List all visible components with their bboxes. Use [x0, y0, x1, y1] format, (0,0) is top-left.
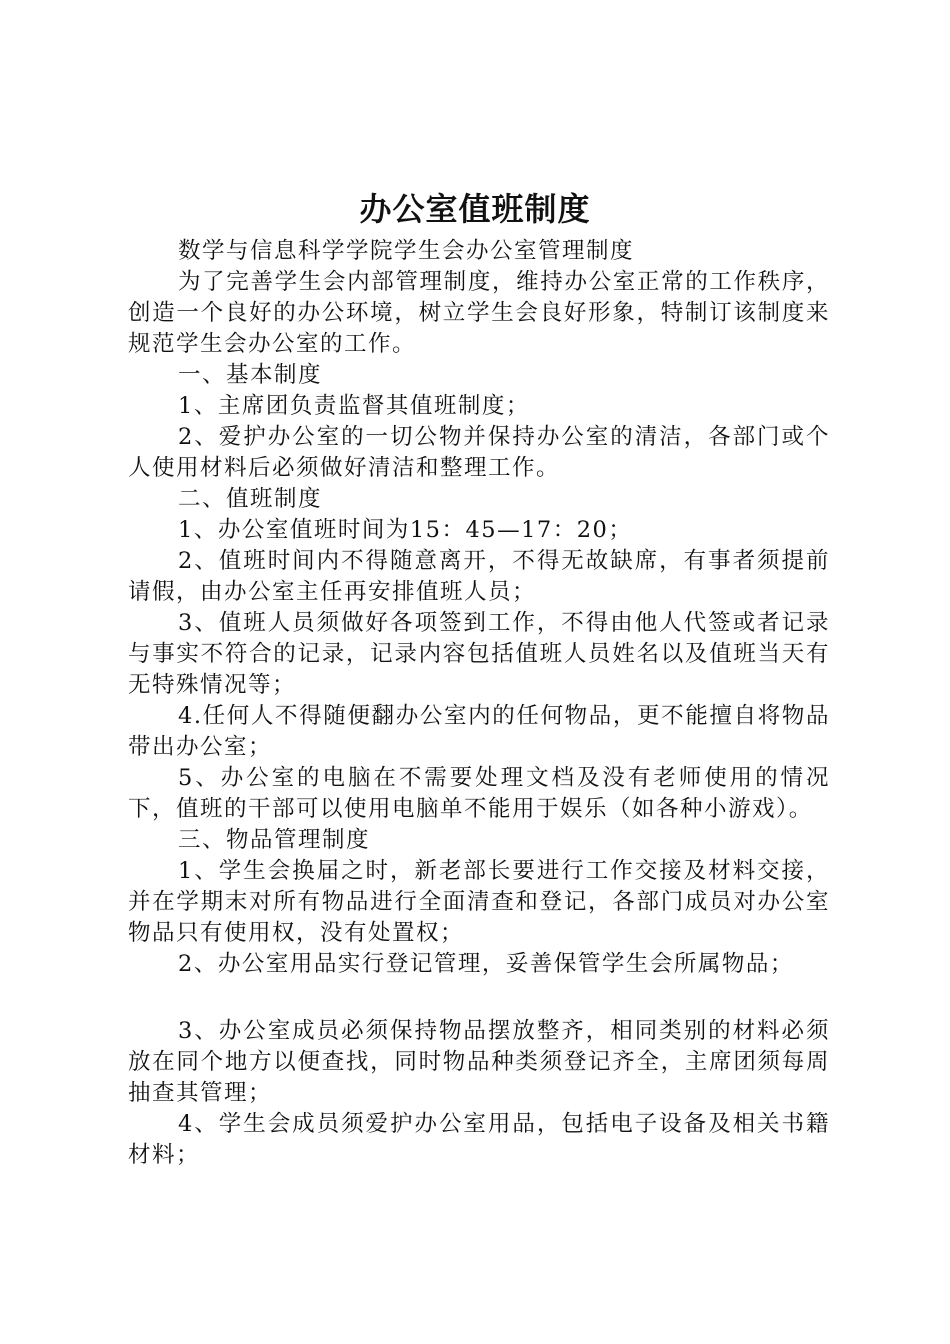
duty-rule-2: 2、值班时间内不得随意离开，不得无故缺席，有事者须提前请假，由办公室主任再安排值班人员；: [128, 548, 830, 605]
section-heading-basic: 一、基本制度: [178, 362, 323, 388]
items-rule-4: 4、学生会成员须爱护办公室用品，包括电子设备及相关书籍材料；: [128, 1111, 830, 1168]
basic-rule-1: 1、主席团负责监督其值班制度；: [178, 393, 530, 419]
subtitle-line: 数学与信息科学学院学生会办公室管理制度: [178, 238, 635, 264]
section-heading-duty: 二、值班制度: [178, 486, 323, 512]
blank-line: [128, 980, 830, 1016]
section-heading-items: 三、物品管理制度: [178, 827, 371, 853]
duty-rule-1: 1、办公室值班时间为15：45—17：20；: [178, 517, 633, 543]
intro-paragraph: 为了完善学生会内部管理制度，维持办公室正常的工作秩序，创造一个良好的办公环境，树立学生会良好形象，特制订该制度来规范学生会办公室的工作。: [128, 269, 830, 357]
duty-rule-4: 4.任何人不得随便翻办公室内的任何物品，更不能擅自将物品带出办公室；: [128, 703, 830, 760]
document-body: [128, 236, 830, 1171]
duty-rule-3: 3、值班人员须做好各项签到工作，不得由他人代签或者记录与事实不符合的记录，记录内容包括值班人员姓名以及值班当天有无特殊情况等；: [128, 610, 830, 698]
duty-rule-5: 5、办公室的电脑在不需要处理文档及没有老师使用的情况下，值班的干部可以使用电脑单不能用于娱乐（如各种小游戏）。: [128, 765, 830, 822]
basic-rule-2: 2、爱护办公室的一切公物并保持办公室的清洁，各部门或个人使用材料后必须做好清洁和整理工作。: [128, 424, 830, 481]
items-rule-3: 3、办公室成员必须保持物品摆放整齐，相同类别的材料必须放在同个地方以便查找，同时物品种类须登记齐全，主席团须每周抽查其管理；: [128, 1018, 830, 1106]
document-title: 办公室值班制度: [359, 190, 591, 228]
items-rule-1: 1、学生会换届之时，新老部长要进行工作交接及材料交接，并在学期末对所有物品进行全面清查和登记，各部门成员对办公室物品只有使用权，没有处置权；: [128, 858, 830, 946]
items-rule-2: 2、办公室用品实行登记管理，妥善保管学生会所属物品；: [178, 951, 794, 977]
